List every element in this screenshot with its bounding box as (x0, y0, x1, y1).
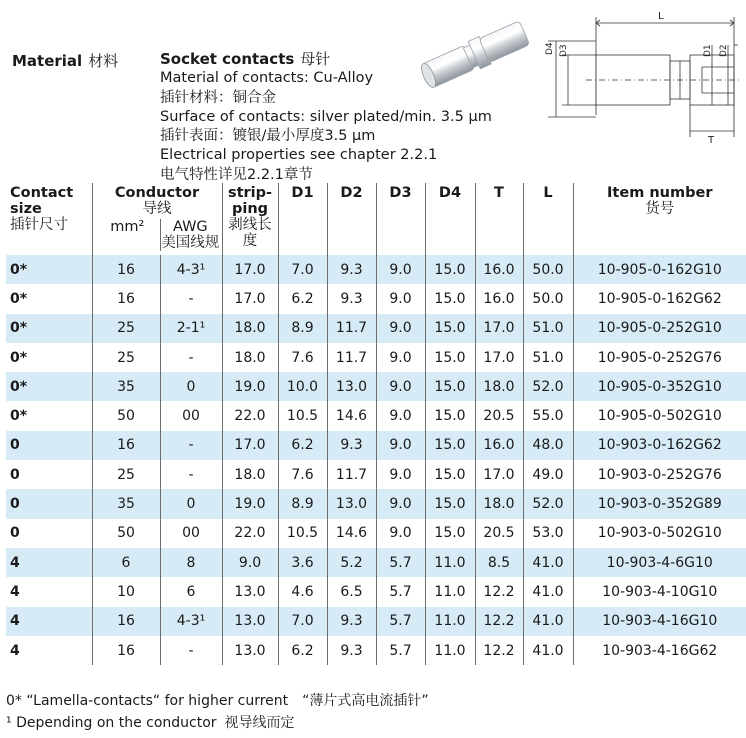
cell-t: 16.0 (475, 284, 523, 313)
cell-d3: 9.0 (376, 343, 425, 372)
cell-conductor-awg: 0 (160, 489, 222, 518)
cell-conductor-mm2: 25 (92, 343, 160, 372)
cell-d3: 9.0 (376, 460, 425, 489)
cell-d1: 3.6 (278, 548, 327, 577)
cell-contact-size: 0* (10, 290, 28, 307)
cell-item-number: 10-905-0-162G62 (573, 284, 746, 313)
cell-stripping-length: 13.0 (222, 577, 278, 606)
cell-l: 41.0 (523, 577, 573, 606)
header-conductor: Conductor 导线 mm² AWG 美国线规 (92, 183, 222, 255)
spec-line: 插针材料：铜合金 (160, 89, 276, 106)
dim-label-d2: D2 (719, 44, 729, 57)
cell-item-number: 10-903-4-16G62 (573, 636, 746, 665)
cell-contact-size: 0 (10, 466, 20, 483)
header-item-number: Item number 货号 (573, 183, 746, 255)
cell-d3: 9.0 (376, 284, 425, 313)
cell-conductor-mm2: 16 (92, 431, 160, 460)
table-row (6, 431, 746, 460)
cell-l: 41.0 (523, 607, 573, 636)
cell-conductor-mm2: 16 (92, 284, 160, 313)
table-row (6, 255, 746, 284)
cell-d4: 11.0 (425, 548, 475, 577)
cell-contact-size: 0* (6, 372, 92, 401)
cell-contact-size: 4 (6, 548, 92, 577)
cell-stripping-length: 22.0 (222, 401, 278, 430)
cell-d3: 9.0 (376, 401, 425, 430)
cell-stripping-length: 19.0 (222, 489, 278, 518)
cell-conductor-mm2: 16 (92, 255, 160, 284)
cell-l: 49.0 (523, 460, 573, 489)
socket-title-cn: 母针 (300, 50, 331, 68)
cell-d1: 10.5 (278, 519, 327, 548)
table-row (6, 548, 746, 577)
cell-d4: 11.0 (425, 607, 475, 636)
cell-d2: 9.3 (327, 431, 376, 460)
cell-contact-size: 0 (10, 525, 20, 542)
cell-l: 50.0 (523, 255, 573, 284)
cell-t: 18.0 (475, 489, 523, 518)
header-stripping: strip-ping 剥线长度 (222, 183, 278, 255)
cell-d4: 15.0 (425, 284, 475, 313)
cell-d3: 9.0 (376, 519, 425, 548)
table-row (6, 314, 746, 343)
table-row (6, 519, 746, 548)
dimension-drawing (538, 5, 746, 150)
cell-d1: 6.2 (278, 636, 327, 665)
cell-d2: 9.3 (327, 636, 376, 665)
cell-conductor-mm2: 10 (92, 577, 160, 606)
table-row (6, 607, 746, 636)
cell-d2: 9.3 (327, 607, 376, 636)
table-row (6, 460, 746, 489)
cell-conductor-awg: 00 (160, 519, 222, 548)
cell-conductor-awg: 4-3¹ (160, 255, 222, 284)
header-d4: D4 (425, 183, 475, 255)
cell-d2: 5.2 (327, 548, 376, 577)
table-row (6, 284, 746, 313)
cell-d3: 9.0 (376, 314, 425, 343)
cell-conductor-mm2: 16 (92, 636, 160, 665)
cell-conductor-mm2: 25 (92, 314, 160, 343)
table-row (6, 577, 746, 606)
cell-d2: 11.7 (327, 343, 376, 372)
cell-stripping-length: 18.0 (222, 460, 278, 489)
cell-l: 41.0 (523, 548, 573, 577)
cell-item-number: 10-905-0-252G10 (573, 314, 746, 343)
cell-d4: 11.0 (425, 636, 475, 665)
cell-d4: 15.0 (425, 343, 475, 372)
cell-conductor-awg: 0 (160, 372, 222, 401)
cell-d3: 5.7 (376, 607, 425, 636)
cell-d4: 15.0 (425, 460, 475, 489)
cell-t: 12.2 (475, 577, 523, 606)
cell-stripping-length: 17.0 (222, 284, 278, 313)
cell-d4: 15.0 (425, 372, 475, 401)
cell-item-number: 10-903-0-162G62 (573, 431, 746, 460)
cell-item-number: 10-903-4-6G10 (573, 548, 746, 577)
header-mm2: mm² (110, 219, 145, 235)
cell-d3: 5.7 (376, 548, 425, 577)
cell-stripping-length: 17.0 (222, 431, 278, 460)
cell-l: 41.0 (523, 636, 573, 665)
cell-item-number: 10-905-0-502G10 (573, 401, 746, 430)
spec-line: Electrical properties see chapter 2.2.1 (160, 147, 438, 164)
cell-d2: 14.6 (327, 519, 376, 548)
cell-d4: 15.0 (425, 519, 475, 548)
header-d2: D2 (327, 183, 376, 255)
material-heading (12, 50, 118, 71)
cell-d2: 13.0 (327, 489, 376, 518)
cell-item-number: 10-905-0-352G10 (573, 372, 746, 401)
cell-d4: 15.0 (425, 255, 475, 284)
cell-l: 52.0 (523, 372, 573, 401)
cell-d3: 5.7 (376, 636, 425, 665)
cell-item-number: 10-903-0-252G76 (573, 460, 746, 489)
footnote-conductor: ¹ Depending on the conductor 视导线而定 (6, 715, 295, 731)
cell-item-number: 10-903-4-16G10 (573, 607, 746, 636)
table-row (6, 372, 746, 401)
spec-line: Surface of contacts: silver plated/min. 3.5 µm (160, 108, 492, 125)
table-body (6, 255, 746, 665)
cell-d3: 9.0 (376, 489, 425, 518)
cell-t: 8.5 (475, 548, 523, 577)
cell-d2: 9.3 (327, 255, 376, 284)
footnote-lamella: 0* “Lamella-contacts“ for higher current “薄片式高电流插针” (6, 693, 429, 709)
cell-t: 12.2 (475, 636, 523, 665)
cell-l: 52.0 (523, 489, 573, 518)
cell-conductor-awg: 4-3¹ (160, 607, 222, 636)
cell-d2: 9.3 (327, 284, 376, 313)
cell-conductor-awg: - (160, 636, 222, 665)
cell-d3: 5.7 (376, 577, 425, 606)
cell-stripping-length: 22.0 (222, 519, 278, 548)
cell-stripping-length: 18.0 (222, 314, 278, 343)
cell-d4: 15.0 (425, 314, 475, 343)
cell-t: 16.0 (475, 255, 523, 284)
cell-item-number: 10-903-0-352G89 (573, 489, 746, 518)
material-label-cn: 材料 (88, 52, 119, 70)
cell-item-number: 10-903-4-10G10 (573, 577, 746, 606)
socket-title: Socket contacts (160, 50, 295, 68)
dim-label-t: T (708, 135, 715, 146)
table-row (6, 343, 746, 372)
cell-d3: 9.0 (376, 431, 425, 460)
cell-conductor-mm2: 50 (92, 401, 160, 430)
cell-stripping-length: 18.0 (222, 343, 278, 372)
cell-conductor-mm2: 25 (92, 460, 160, 489)
cell-t: 16.0 (475, 431, 523, 460)
cell-contact-size: 0* (6, 314, 92, 343)
cell-l: 53.0 (523, 519, 573, 548)
cell-contact-size: 4 (10, 583, 20, 600)
cell-conductor-awg: 6 (160, 577, 222, 606)
footnotes (6, 690, 429, 734)
cell-conductor-mm2: 16 (92, 607, 160, 636)
header-awg: AWG 美国线规 (161, 219, 220, 251)
cell-conductor-awg: - (160, 431, 222, 460)
table-row (6, 401, 746, 430)
cell-t: 18.0 (475, 372, 523, 401)
cell-t: 17.0 (475, 460, 523, 489)
header-d3: D3 (376, 183, 425, 255)
cell-d4: 15.0 (425, 431, 475, 460)
contact-spec-table (6, 183, 746, 665)
cell-d3: 9.0 (376, 255, 425, 284)
cell-contact-size: 0* (10, 349, 28, 366)
cell-d1: 7.6 (278, 460, 327, 489)
cell-l: 50.0 (523, 284, 573, 313)
cell-l: 55.0 (523, 401, 573, 430)
spec-line: Material of contacts: Cu-Alloy (160, 70, 374, 87)
cell-conductor-awg: - (160, 343, 222, 372)
spec-line: 插针表面：镀银/最小厚度3.5 µm (160, 128, 376, 145)
dim-label-d4: D4 (545, 42, 555, 55)
cell-d1: 7.0 (278, 607, 327, 636)
cell-d1: 8.9 (278, 489, 327, 518)
cell-d1: 8.9 (278, 314, 327, 343)
table-row (6, 636, 746, 665)
cell-d2: 11.7 (327, 314, 376, 343)
cell-t: 12.2 (475, 607, 523, 636)
cell-d1: 7.0 (278, 255, 327, 284)
cell-conductor-mm2: 35 (92, 372, 160, 401)
cell-d2: 14.6 (327, 401, 376, 430)
cell-d4: 15.0 (425, 401, 475, 430)
cell-d1: 6.2 (278, 431, 327, 460)
cell-d1: 10.5 (278, 401, 327, 430)
dim-label-d1: D1 (703, 44, 713, 57)
cell-conductor-awg: 2-1¹ (160, 314, 222, 343)
cell-stripping-length: 13.0 (222, 636, 278, 665)
cell-stripping-length: 13.0 (222, 607, 278, 636)
cell-conductor-awg: 8 (160, 548, 222, 577)
cell-stripping-length: 19.0 (222, 372, 278, 401)
cell-contact-size: 0 (6, 489, 92, 518)
cell-contact-size: 4 (6, 607, 92, 636)
cell-d1: 7.6 (278, 343, 327, 372)
cell-l: 51.0 (523, 343, 573, 372)
header-contact-size: Contact size 插针尺寸 (10, 185, 74, 233)
cell-t: 20.5 (475, 519, 523, 548)
header-d1: D1 (278, 183, 327, 255)
table-header-row (6, 183, 746, 255)
cell-d3: 9.0 (376, 372, 425, 401)
cell-conductor-awg: - (160, 284, 222, 313)
cell-stripping-length: 17.0 (222, 255, 278, 284)
cell-t: 17.0 (475, 314, 523, 343)
cell-d4: 15.0 (425, 489, 475, 518)
cell-conductor-awg: - (160, 460, 222, 489)
socket-contact-photo (405, 5, 540, 100)
cell-contact-size: 0 (6, 431, 92, 460)
cell-conductor-awg: 00 (160, 401, 222, 430)
cell-d1: 10.0 (278, 372, 327, 401)
cell-contact-size: 4 (10, 642, 20, 659)
cell-contact-size: 0* (6, 255, 92, 284)
spec-line: 电气特性详见2.2.1章节 (160, 166, 313, 183)
header-t: T (475, 183, 523, 255)
cell-d1: 6.2 (278, 284, 327, 313)
cell-contact-size: 0* (10, 408, 28, 425)
cell-conductor-mm2: 35 (92, 489, 160, 518)
cell-item-number: 10-905-0-162G10 (573, 255, 746, 284)
cell-d2: 6.5 (327, 577, 376, 606)
material-label: Material (12, 52, 83, 70)
dim-label-d3: D3 (559, 44, 569, 57)
header-l: L (523, 183, 573, 255)
cell-d2: 13.0 (327, 372, 376, 401)
cell-d2: 11.7 (327, 460, 376, 489)
cell-item-number: 10-905-0-252G76 (573, 343, 746, 372)
cell-d1: 4.6 (278, 577, 327, 606)
cell-conductor-mm2: 6 (92, 548, 160, 577)
cell-l: 48.0 (523, 431, 573, 460)
cell-t: 20.5 (475, 401, 523, 430)
cell-l: 51.0 (523, 314, 573, 343)
cell-conductor-mm2: 50 (92, 519, 160, 548)
cell-item-number: 10-903-0-502G10 (573, 519, 746, 548)
cell-d4: 11.0 (425, 577, 475, 606)
dim-label-l: L (658, 11, 664, 22)
table-row (6, 489, 746, 518)
cell-stripping-length: 9.0 (222, 548, 278, 577)
cell-t: 17.0 (475, 343, 523, 372)
